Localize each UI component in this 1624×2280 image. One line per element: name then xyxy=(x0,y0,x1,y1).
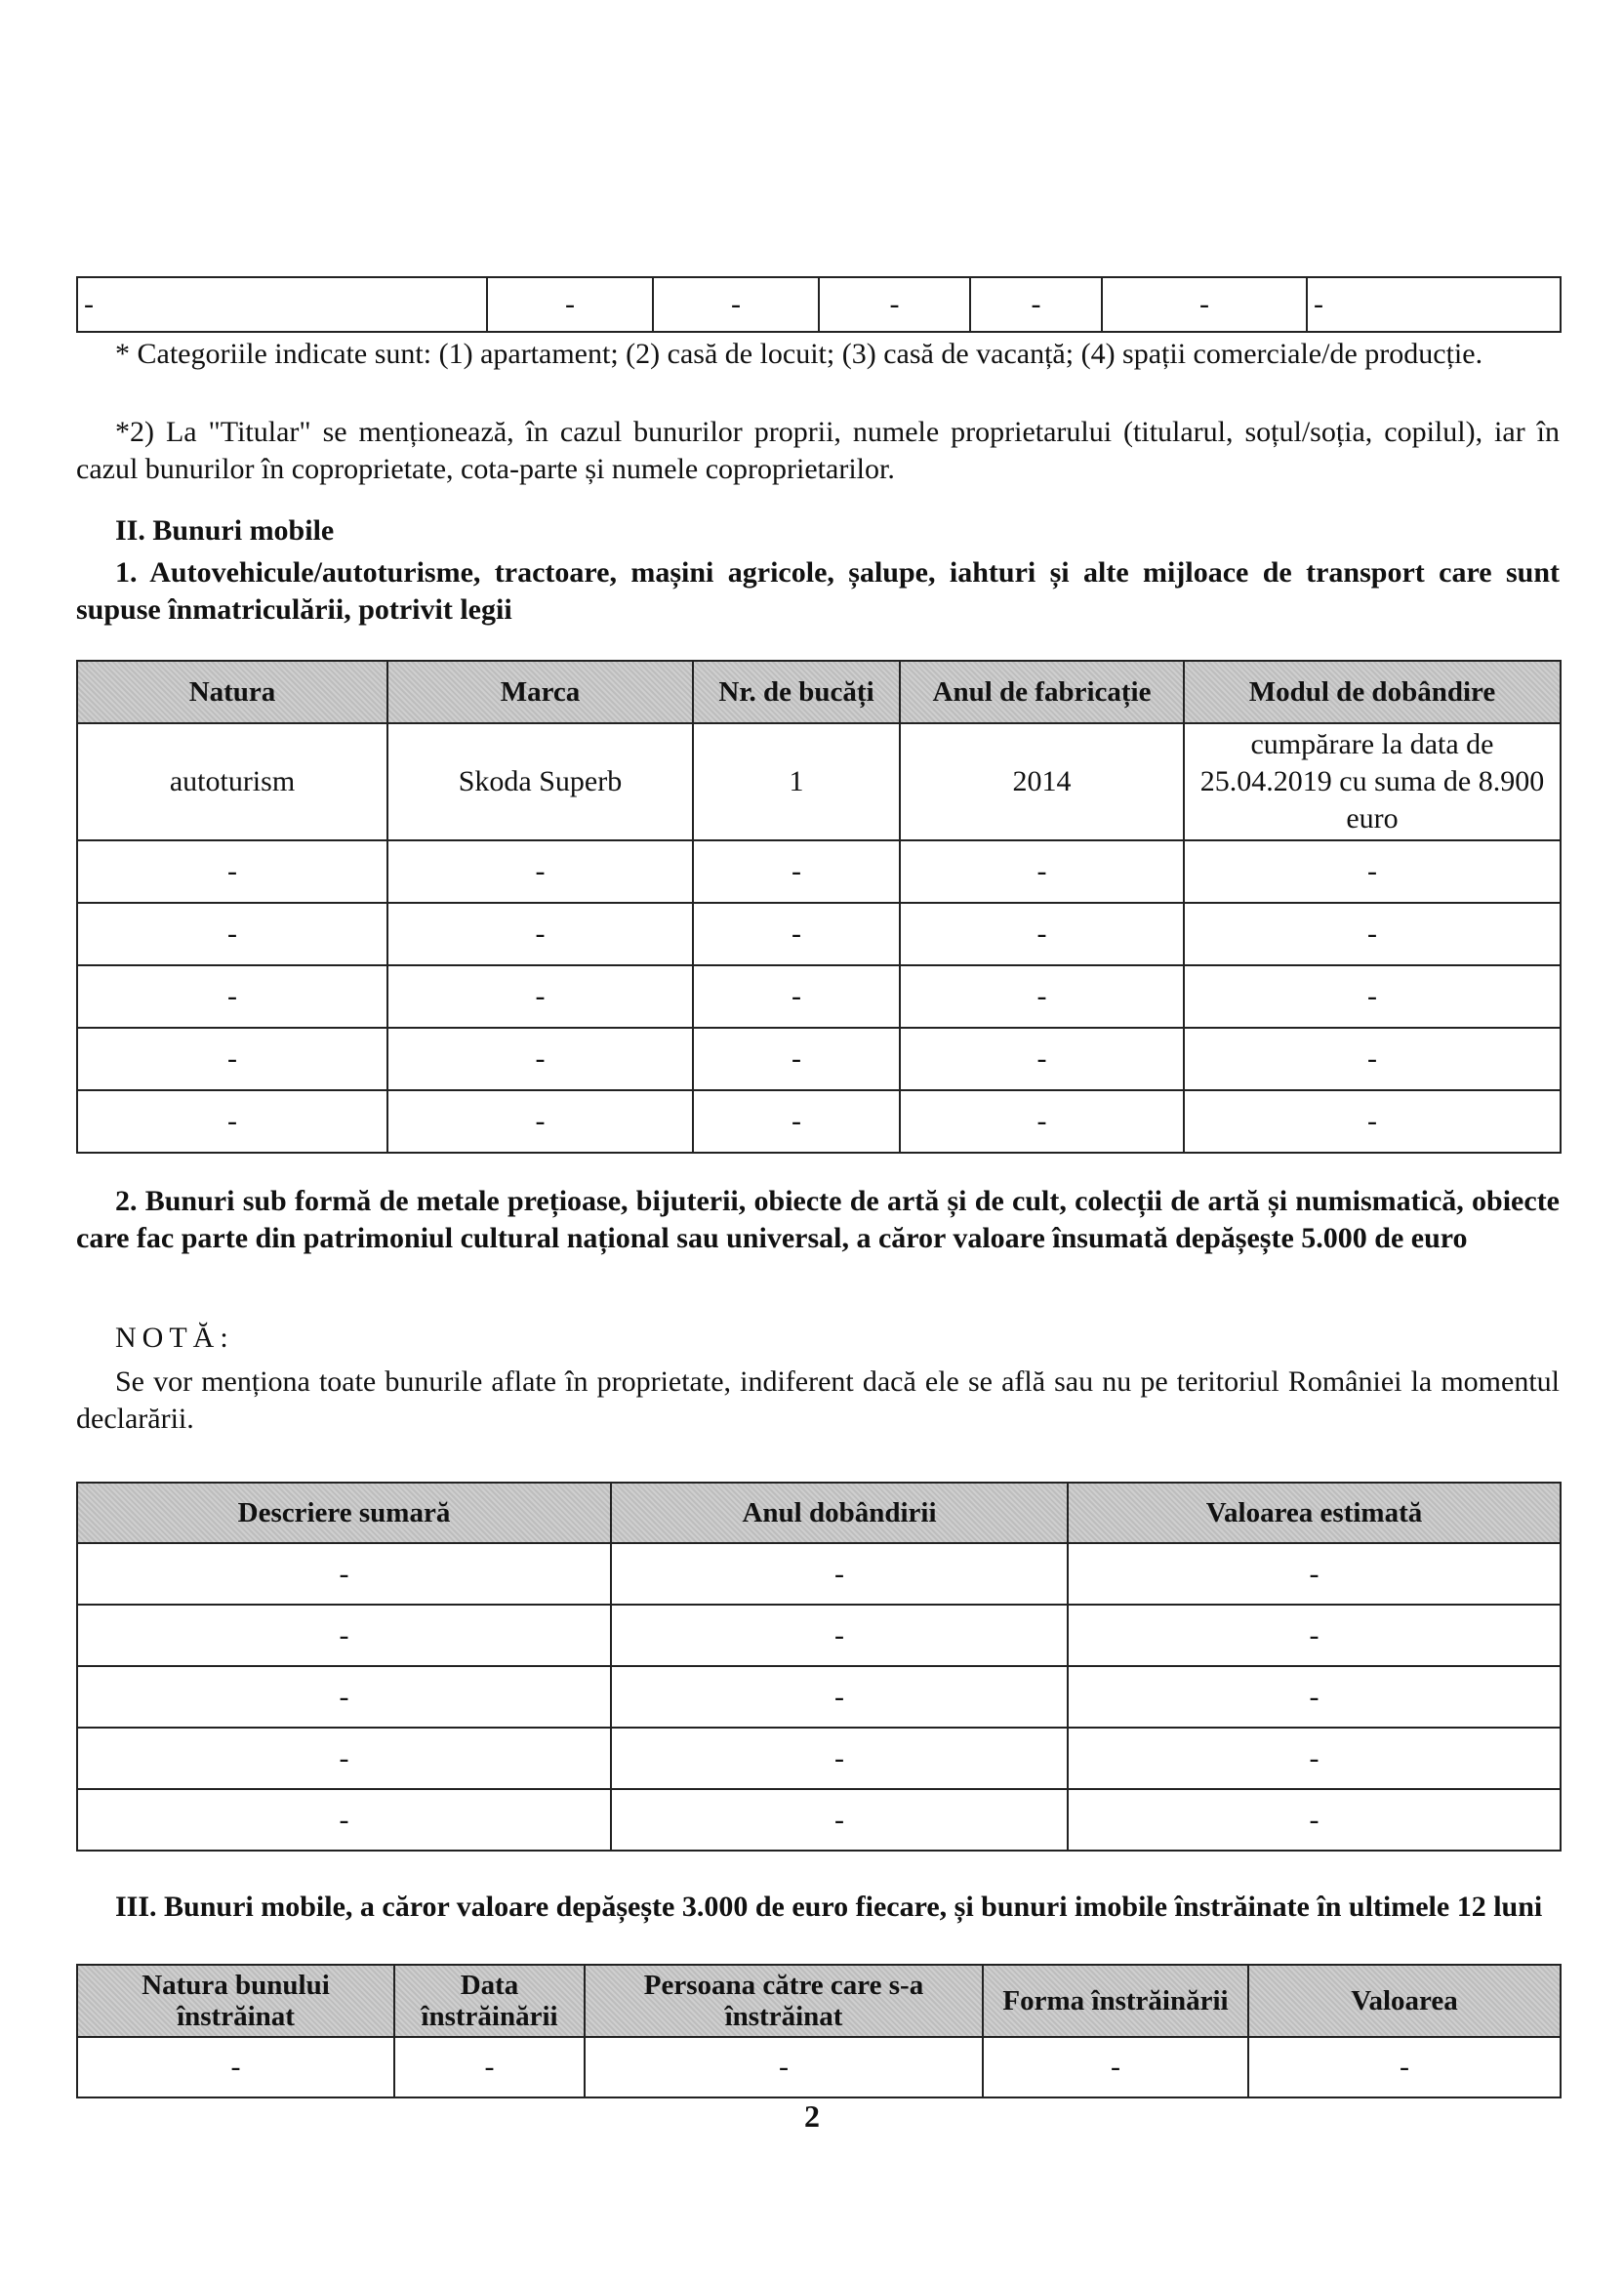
footnote-titular: *2) La "Titular" se menționează, în cazul bunurilor proprii, numele proprietarului (titularul, soțul/soția, copilul), iar în cazul bunurilor în coproprietate, cota-parte și numele coproprietarilor. xyxy=(76,416,1560,485)
alienated-table xyxy=(76,1964,1560,2098)
table-cell: - xyxy=(1068,1605,1561,1666)
table-cell: - xyxy=(693,1028,900,1090)
table-cell: cumpărare la data de 25.04.2019 cu suma de 8.900 euro xyxy=(1184,723,1561,840)
table-row xyxy=(77,1543,1561,1605)
table-cell: - xyxy=(983,2037,1248,2097)
table-cell: - xyxy=(693,903,900,965)
table-cell: - xyxy=(387,903,693,965)
table-cell: - xyxy=(77,1789,611,1851)
table-cell: - xyxy=(900,965,1184,1028)
table-cell: - xyxy=(1068,1789,1561,1851)
subsection-vehicles-title: 1. Autovehicule/autoturisme, tractoare, mașini agricole, șalupe, iahturi și alte mijloace de transport care sunt supuse înmatriculării, potrivit legii xyxy=(76,556,1560,626)
table-cell: - xyxy=(693,1090,900,1153)
column-header: Persoana către care s-a înstrăinat xyxy=(585,1965,983,2037)
table-cell: - xyxy=(387,1090,693,1153)
table-cell: - xyxy=(1248,2037,1561,2097)
table-cell: Skoda Superb xyxy=(387,723,693,840)
table-cell: - xyxy=(1184,1028,1561,1090)
table-cell: - xyxy=(77,840,387,903)
page-number: 2 xyxy=(804,2098,820,2134)
table-cell: - xyxy=(387,840,693,903)
column-header: Nr. de bucăți xyxy=(693,661,900,723)
table-cell: - xyxy=(1307,277,1561,332)
table-cell: - xyxy=(611,1728,1068,1789)
table-cell: - xyxy=(900,840,1184,903)
section-title-alienated: III. Bunuri mobile, a căror valoare depășește 3.000 de euro fiecare, și bunuri imobile înstrăinate în ultimele 12 luni xyxy=(115,1891,1543,1923)
subsection-valuables-title: 2. Bunuri sub formă de metale prețioase, bijuterii, obiecte de artă și de cult, colecții de artă și numismatică, obiecte care fac parte din patrimoniul cultural național sau universal, a căror valoare însumată depășește 5.000 de euro xyxy=(76,1185,1560,1254)
table-header-row xyxy=(77,1483,1561,1543)
table-cell: - xyxy=(1102,277,1307,332)
table-cell: - xyxy=(970,277,1102,332)
table-cell: - xyxy=(77,965,387,1028)
table-cell: - xyxy=(77,1728,611,1789)
section-title-movable: II. Bunuri mobile xyxy=(115,514,335,547)
column-header: Natura bunului înstrăinat xyxy=(77,1965,394,2037)
table-cell: - xyxy=(77,277,487,332)
table-cell: - xyxy=(900,903,1184,965)
table-row xyxy=(77,840,1561,903)
vehicles-table xyxy=(76,660,1560,1154)
table-row xyxy=(77,1090,1561,1153)
table-cell: - xyxy=(611,1666,1068,1728)
table-cell: - xyxy=(77,2037,394,2097)
column-header: Descriere sumară xyxy=(77,1483,611,1543)
table-row xyxy=(77,965,1561,1028)
table-cell: - xyxy=(611,1543,1068,1605)
table-cell: - xyxy=(77,1090,387,1153)
table-cell: - xyxy=(900,1028,1184,1090)
table-cell: - xyxy=(1184,965,1561,1028)
nota-text: Se vor menționa toate bunurile aflate în proprietate, indiferent dacă ele se află sau nu pe teritoriul României la momentul declarării. xyxy=(76,1365,1560,1435)
valuables-table xyxy=(76,1482,1560,1852)
column-header: Modul de dobândire xyxy=(1184,661,1561,723)
table-row xyxy=(77,2037,1561,2097)
table-cell: - xyxy=(77,1028,387,1090)
table-cell: - xyxy=(77,1605,611,1666)
table-cell: - xyxy=(693,965,900,1028)
table-header-row xyxy=(77,1965,1561,2037)
table-row xyxy=(77,1605,1561,1666)
table-cell: - xyxy=(693,840,900,903)
table-cell: - xyxy=(394,2037,585,2097)
table-row xyxy=(77,1728,1561,1789)
table-cell: - xyxy=(387,1028,693,1090)
table-cell: - xyxy=(611,1605,1068,1666)
footnote-categories: * Categoriile indicate sunt: (1) apartament; (2) casă de locuit; (3) casă de vacanță; (4) spații comerciale/de producție. xyxy=(115,338,1483,370)
table-cell: - xyxy=(1184,903,1561,965)
column-header: Forma înstrăinării xyxy=(983,1965,1248,2037)
table-row xyxy=(77,1789,1561,1851)
table-cell: 1 xyxy=(693,723,900,840)
table-cell: - xyxy=(387,965,693,1028)
table-row xyxy=(77,1666,1561,1728)
column-header: Anul dobândirii xyxy=(611,1483,1068,1543)
table-cell: - xyxy=(1184,1090,1561,1153)
table-cell: - xyxy=(1068,1728,1561,1789)
table-row xyxy=(77,903,1561,965)
table-cell: - xyxy=(1184,840,1561,903)
nota-title: NOTĂ: xyxy=(115,1322,234,1354)
table-cell: - xyxy=(900,1090,1184,1153)
table-cell: - xyxy=(1068,1666,1561,1728)
column-header: Valoarea xyxy=(1248,1965,1561,2037)
table-cell: - xyxy=(611,1789,1068,1851)
column-header: Natura xyxy=(77,661,387,723)
column-header: Marca xyxy=(387,661,693,723)
table-cell: - xyxy=(77,1666,611,1728)
column-header: Data înstrăinării xyxy=(394,1965,585,2037)
table-row xyxy=(77,723,1561,840)
table-cell: - xyxy=(1068,1543,1561,1605)
table-header-row xyxy=(77,661,1561,723)
table-cell: - xyxy=(585,2037,983,2097)
table-cell: - xyxy=(487,277,653,332)
column-header: Anul de fabricație xyxy=(900,661,1184,723)
table-cell: - xyxy=(77,903,387,965)
immovable-table-tail xyxy=(76,276,1560,333)
table-row xyxy=(77,1028,1561,1090)
table-cell: autoturism xyxy=(77,723,387,840)
table-cell: - xyxy=(653,277,819,332)
table-row xyxy=(77,277,1561,332)
column-header: Valoarea estimată xyxy=(1068,1483,1561,1543)
table-cell: 2014 xyxy=(900,723,1184,840)
table-cell: - xyxy=(819,277,970,332)
table-cell: - xyxy=(77,1543,611,1605)
